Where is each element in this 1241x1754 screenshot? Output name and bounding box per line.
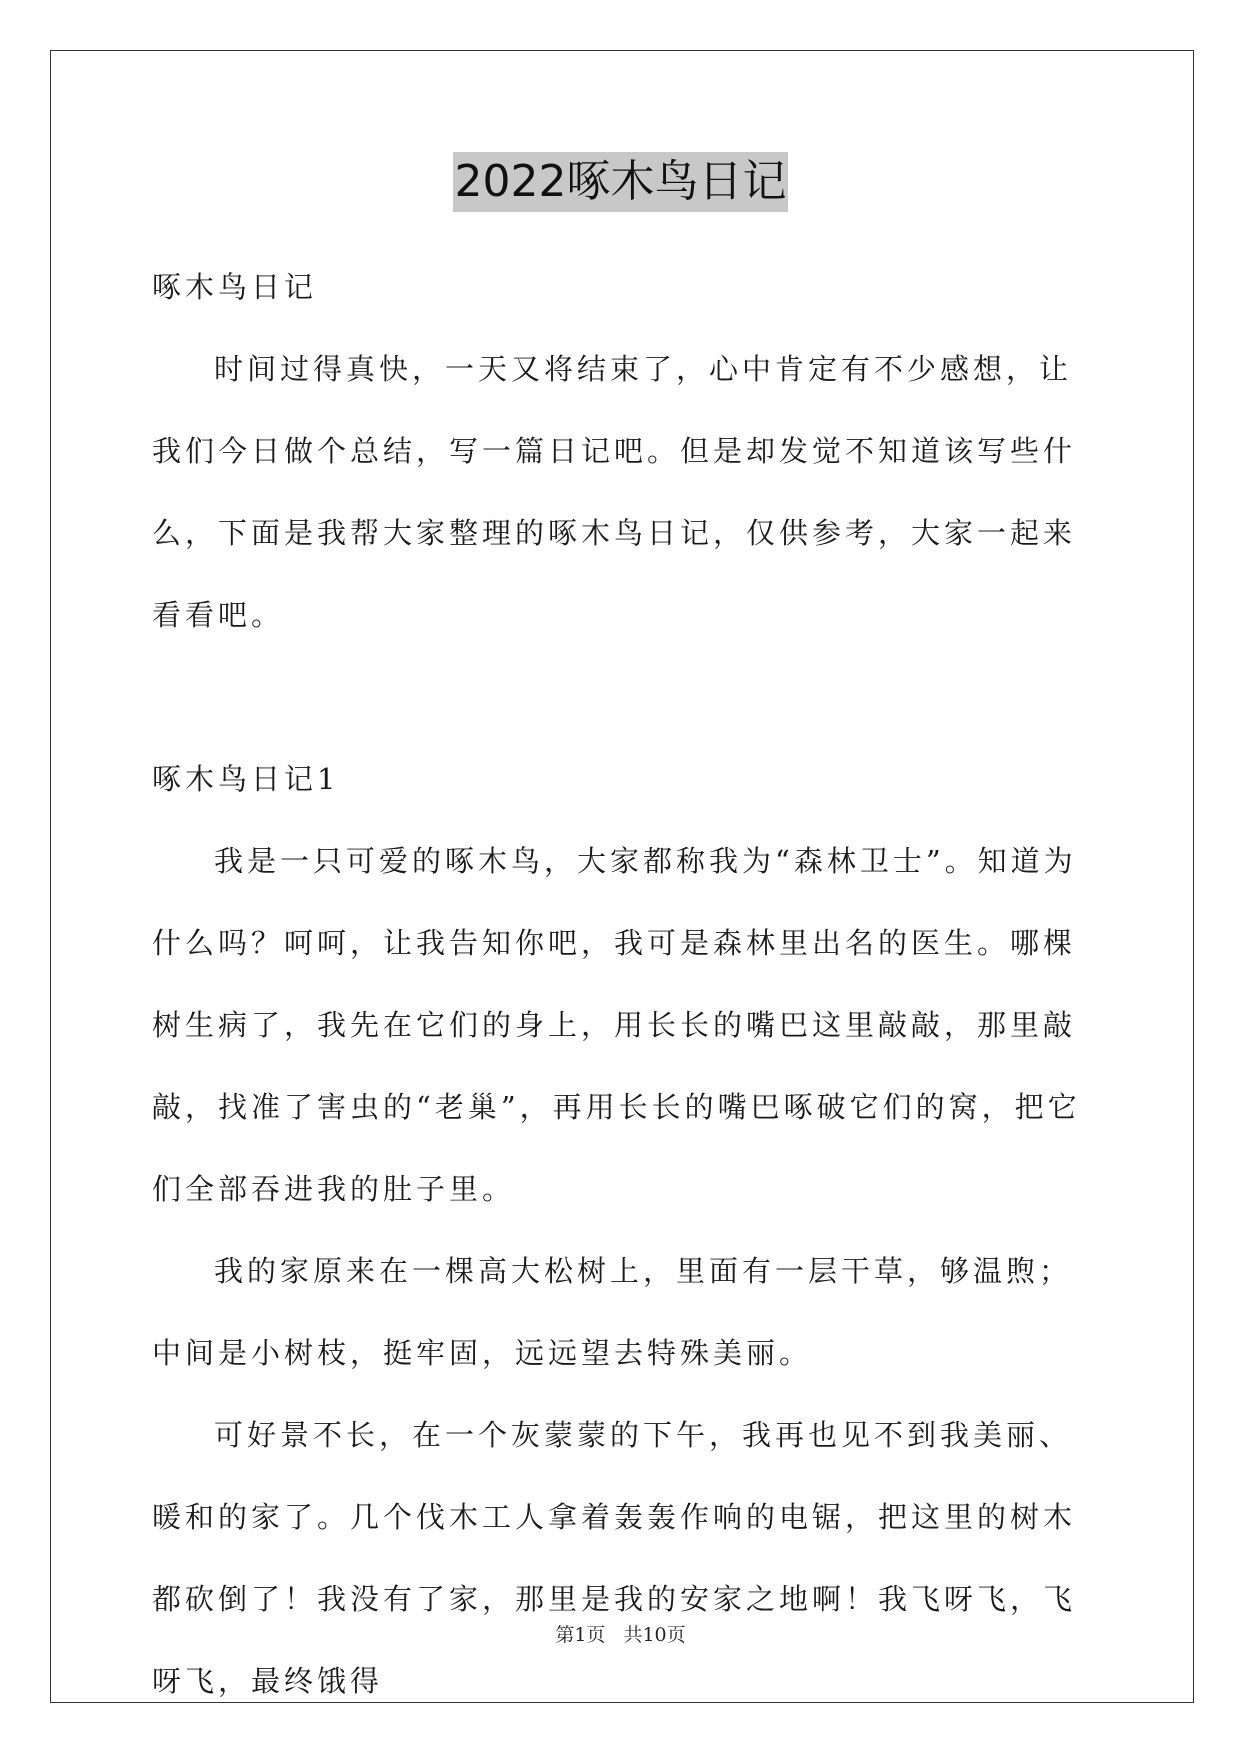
paragraph-2: 我的家原来在一棵高大松树上，里面有一层干草，够温煦；中间是小树枝，挺牢固，远远望去特殊美丽。: [152, 1254, 1073, 1370]
page-total: 共10页: [623, 1624, 686, 1646]
document-title: 2022啄木鸟日记: [453, 152, 789, 212]
document-body: [152, 246, 1102, 1722]
paragraph-gap: [152, 656, 1102, 738]
paragraph-1: 我是一只可爱的啄木鸟，大家都称我为“森林卫士”。知道为什么吗？呵呵，让我告知你吧，我可是森林里出名的医生。哪棵树生病了，我先在它们的身上，用长长的嘴巴这里敲敲，那里敲敲，找准了害虫的“老巢”，再用长长的嘴巴啄破它们的窝，把它们全部吞进我的肚子里。: [152, 844, 1081, 1206]
section-heading: 啄木鸟日记1: [152, 762, 340, 796]
page-number: 第1页: [555, 1624, 606, 1646]
page-footer: [0, 1620, 1241, 1647]
intro-heading: 啄木鸟日记: [152, 270, 318, 304]
paragraph-3: 可好景不长，在一个灰蒙蒙的下午，我再也见不到我美丽、暖和的家了。几个伐木工人拿着轰轰作响的电锯，把这里的树木都砍倒了！我没有了家，那里是我的安家之地啊！我飞呀飞，飞呀飞，最终饿得: [152, 1418, 1077, 1698]
intro-paragraph: 时间过得真快，一天又将结束了，心中肯定有不少感想，让我们今日做个总结，写一篇日记吧。但是却发觉不知道该写些什么，下面是我帮大家整理的啄木鸟日记，仅供参考，大家一起来看看吧。: [152, 352, 1077, 632]
title-container: [0, 152, 1241, 212]
